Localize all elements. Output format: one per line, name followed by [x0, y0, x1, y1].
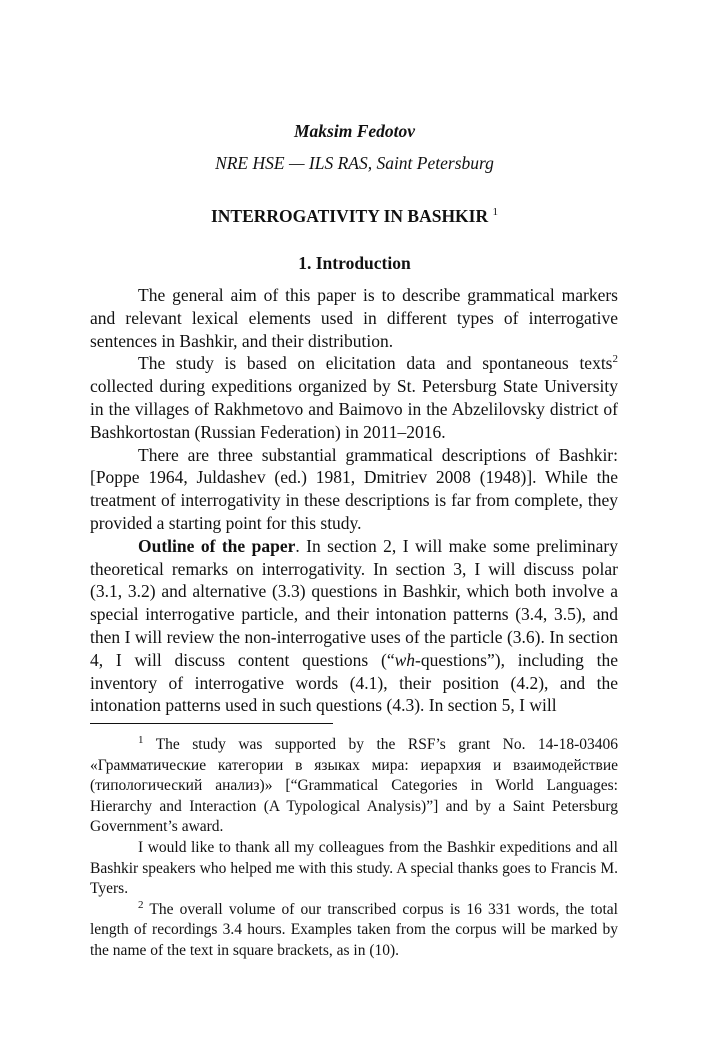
paragraph-outline: [90, 535, 618, 717]
footnote-2: [90, 900, 618, 962]
footnote-ref-2[interactable]: 2: [612, 353, 618, 366]
author-name: Maksim Fedotov: [293, 121, 416, 141]
footnote-2-mark: 2: [138, 898, 144, 911]
paragraph-study: [90, 352, 618, 443]
outline-text-b: -questions”), including the inventory of interrogative words (4.1), their position (4.2), and the intonation patterns used in such questions (4.3). In section 5, I will: [90, 649, 618, 716]
footnotes: [90, 735, 618, 962]
paper-title: [0, 204, 709, 228]
footnote-separator: [90, 723, 333, 724]
footnote-2-text: The overall volume of our transcribed corpus is 16 331 words, the total length of recordings 3.4 hours. Examples taken from the corpus will be marked by the name of the text in square brackets, as in (10).: [90, 900, 618, 959]
author-affiliation: NRE HSE — ILS RAS, Saint Petersburg: [215, 153, 494, 173]
footnote-1-text: The study was supported by the RSF’s grant No. 14-18-03406 «Грамматические категории в языках мира: иерархия и взаимодействие (типологический анализ)» [“Grammatical Categories in World Languages: Hierarchy and Interaction (A Typological Analysis)”] and by a Saint Petersburg Government’s award.: [90, 736, 618, 836]
paragraph-descriptions: There are three substantial grammatical descriptions of Bashkir: [Poppe 1964, Juldashev (ed.) 1981, Dmitriev 2008 (1948)]. While the treatment of interrogativity in these descriptions is far from complete, they provided a starting point for this study.: [90, 444, 618, 533]
paragraph-study-rest: collected during expeditions organized by St. Petersburg State University in the villages of Rakhmetovo and Baimovo in the Abzelilovsky district of Bashkortostan (Russian Federation) in 2011–2016.: [90, 376, 618, 442]
paragraph-aim: The general aim of this paper is to describe grammatical markers and relevant lexical elements used in different types of interrogative sentences in Bashkir, and their distribution.: [90, 285, 618, 351]
footnote-1-continued: I would like to thank all my colleagues from the Bashkir expeditions and all Bashkir speakers who helped me with this study. A special thanks goes to Francis M. Tyers.: [90, 838, 618, 898]
paragraph-study-text: The study is based on elicitation data and spontaneous texts: [138, 353, 613, 374]
footnote-ref-1[interactable]: 1: [492, 206, 498, 219]
outline-text-a: . In section 2, I will make some preliminary theoretical remarks on interrogativity. In section 3, I will discuss polar (3.1, 3.2) and alternative (3.3) questions in Bashkir, which both involve a special interrogative particle, and their intonation patterns (3.4, 3.5), and then I will review the non-interrogative uses of the particle (3.6). In section 4, I will discuss content questions (“: [90, 535, 618, 670]
footnote-1: [90, 735, 618, 838]
body-text: [90, 284, 618, 717]
outline-italic-wh: wh: [394, 649, 416, 670]
outline-heading: Outline of the paper: [138, 535, 296, 556]
paper-title-text: INTERROGATIVITY IN BASHKIR: [210, 206, 489, 226]
footnote-1-mark: 1: [138, 733, 144, 746]
section-heading: 1. Introduction: [298, 253, 411, 273]
